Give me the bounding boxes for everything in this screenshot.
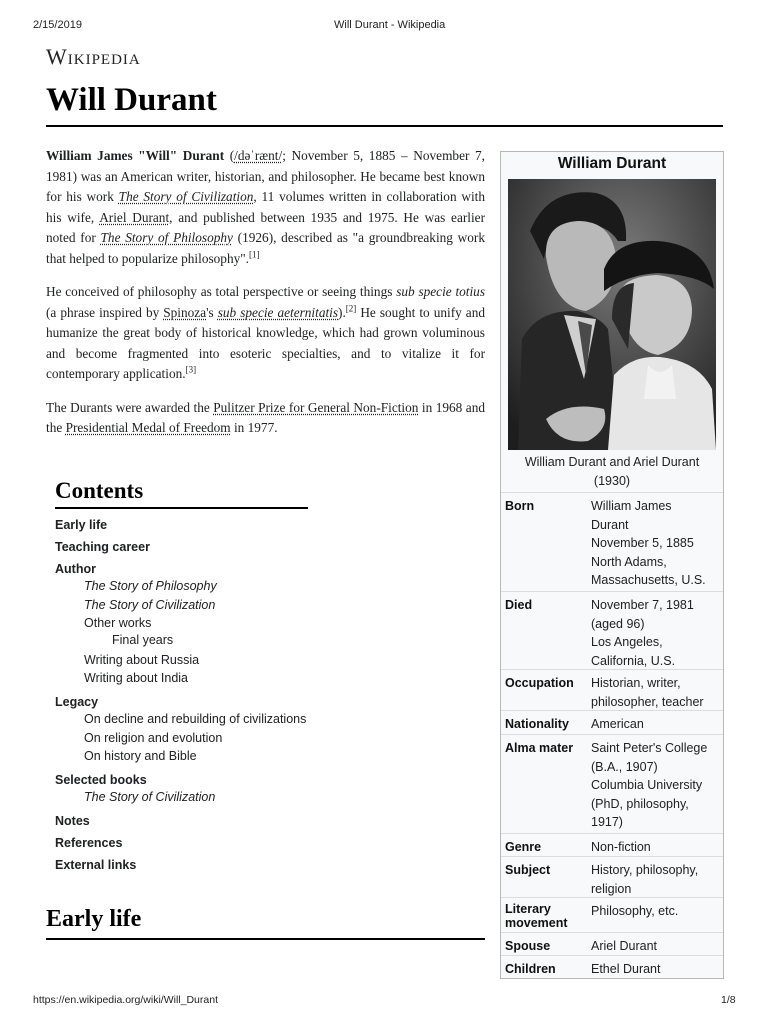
toc-item-history-and-bible[interactable]: On history and Bible <box>84 749 197 763</box>
contents-heading: Contents <box>55 478 144 503</box>
row-label: Genre <box>505 840 542 854</box>
link-story-of-philosophy[interactable]: The Story of Philosophy <box>100 230 233 245</box>
infobox-row-literary-movement <box>501 897 723 933</box>
row-value: Ethel Durant <box>591 962 661 976</box>
row-value: Historian, writer, philosopher, teacher <box>591 676 704 709</box>
row-label: Alma mater <box>505 741 574 755</box>
link-spinoza[interactable]: Spinoza <box>163 304 207 320</box>
toc-item-decline-and-rebuilding[interactable]: On decline and rebuilding of civilizations <box>84 712 307 726</box>
reference-1[interactable]: [1] <box>249 249 260 260</box>
photo-caption: William Durant and Ariel Durant (1930) <box>524 455 700 488</box>
infobox-row-genre <box>501 833 723 857</box>
toc-item-final-years[interactable]: Final years <box>112 633 174 647</box>
toc-item-selected-story-of-civilization[interactable]: The Story of Civilization <box>84 790 216 804</box>
row-value: Ariel Durant <box>591 939 657 953</box>
infobox-row-children <box>501 955 723 979</box>
intro-paragraph-1: William James "Will" Durant (/dəˈrænt/; November 5, 1885 – November 7, 1981) was an American writer, historian, and philosopher. He became best known for his work The Story of Civilization, 11 volumes written in collaboration with his wife, Ariel Durant, and published between 1935 and 1975. He was earlier noted for The Story of Philosophy (1926), described as "a groundbreaking work that helped to popularize philosophy".[1] <box>46 148 486 266</box>
portrait-photo-graphic <box>508 179 716 450</box>
print-page-title: Will Durant - Wikipedia <box>334 19 446 31</box>
toc-item-references[interactable]: References <box>55 836 123 850</box>
title-divider <box>46 125 723 127</box>
row-label: Nationality <box>505 717 569 731</box>
link-story-of-civilization[interactable]: The Story of Civilization <box>118 189 254 204</box>
toc-item-story-of-civilization[interactable]: The Story of Civilization <box>84 598 216 612</box>
toc-item-writing-about-india[interactable]: Writing about India <box>84 671 188 685</box>
row-label: Subject <box>505 863 551 877</box>
reference-3[interactable]: [3] <box>185 364 197 375</box>
infobox-row-died <box>501 591 723 670</box>
infobox-row-occupation <box>501 669 723 711</box>
row-value: Non-fiction <box>591 840 651 854</box>
toc-item-selected-books[interactable]: Selected books <box>55 773 147 787</box>
row-value: American <box>591 717 644 731</box>
infobox-row-subject <box>501 856 723 898</box>
link-pulitzer-prize[interactable]: Pulitzer Prize for General Non-Fiction <box>213 399 419 415</box>
row-label: Children <box>505 962 556 976</box>
infobox-title: William Durant <box>557 155 667 172</box>
toc-item-writing-about-russia[interactable]: Writing about Russia <box>84 653 200 667</box>
link-sub-specie-aeternitatis[interactable]: sub specie aeternitatis <box>217 304 339 320</box>
toc-item-teaching-career[interactable]: Teaching career <box>55 540 150 554</box>
portrait-photo[interactable] <box>508 179 716 450</box>
row-label: Occupation <box>505 676 574 690</box>
infobox <box>500 151 724 979</box>
contents-divider <box>55 507 308 509</box>
row-value: Philosophy, etc. <box>591 904 679 918</box>
section-divider <box>46 938 485 940</box>
section-heading-early-life: Early life <box>46 906 142 932</box>
toc-item-external-links[interactable]: External links <box>55 858 137 872</box>
toc-item-notes[interactable]: Notes <box>55 814 90 828</box>
infobox-row-spouse <box>501 932 723 956</box>
row-value: William James Durant November 5, 1885 North Adams, Massachusetts, U.S. <box>591 499 706 587</box>
row-value: History, philosophy, religion <box>591 863 699 896</box>
intro-paragraph-3: The Durants were awarded the Pulitzer Prize for General Non-Fiction in 1968 and the Presidential Medal of Freedom in 1977. <box>46 399 485 435</box>
row-value: November 7, 1981 (aged 96) Los Angeles, California, U.S. <box>591 598 694 668</box>
print-url: https://en.wikipedia.org/wiki/Will_Durant <box>33 994 218 1006</box>
infobox-row-nationality <box>501 710 723 735</box>
wikipedia-wordmark[interactable]: Wikipedia <box>46 44 141 69</box>
toc-item-early-life[interactable]: Early life <box>55 518 108 532</box>
print-page-number: 1/8 <box>721 994 736 1006</box>
article-title: Will Durant <box>46 82 217 118</box>
row-label: Born <box>505 499 535 513</box>
toc-item-religion-and-evolution[interactable]: On religion and evolution <box>84 731 223 745</box>
intro-paragraph-2: He conceived of philosophy as total perspective or seeing things sub specie totius (a phrase inspired by Spinoza's sub specie aeternitatis).[2] He sought to unify and humanize the great body of historical knowledge, which had grown voluminous and become fragmented into esoteric specialties, and to vitalize it for contemporary application.[3] <box>46 284 485 381</box>
pronunciation-link[interactable]: /dəˈrænt/ <box>234 148 283 163</box>
link-presidential-medal[interactable]: Presidential Medal of Freedom <box>65 420 231 435</box>
toc-item-author[interactable]: Author <box>55 562 96 576</box>
toc-item-legacy[interactable]: Legacy <box>55 695 99 709</box>
row-label: Literary movement <box>505 902 568 930</box>
row-value: Saint Peter's College (B.A., 1907) Columbia University (PhD, philosophy, 1917) <box>591 741 708 829</box>
print-date: 2/15/2019 <box>33 19 82 31</box>
row-label: Died <box>505 598 533 612</box>
toc-item-other-works[interactable]: Other works <box>84 616 152 630</box>
link-ariel-durant[interactable]: Ariel Durant <box>99 209 170 225</box>
toc-item-story-of-philosophy[interactable]: The Story of Philosophy <box>84 579 217 593</box>
row-label: Spouse <box>505 939 551 953</box>
article-intro <box>46 146 485 452</box>
infobox-row-born <box>501 492 723 592</box>
subject-name: William James "Will" Durant <box>46 148 225 163</box>
infobox-row-alma-mater <box>501 734 723 834</box>
reference-2[interactable]: [2] <box>345 303 357 314</box>
